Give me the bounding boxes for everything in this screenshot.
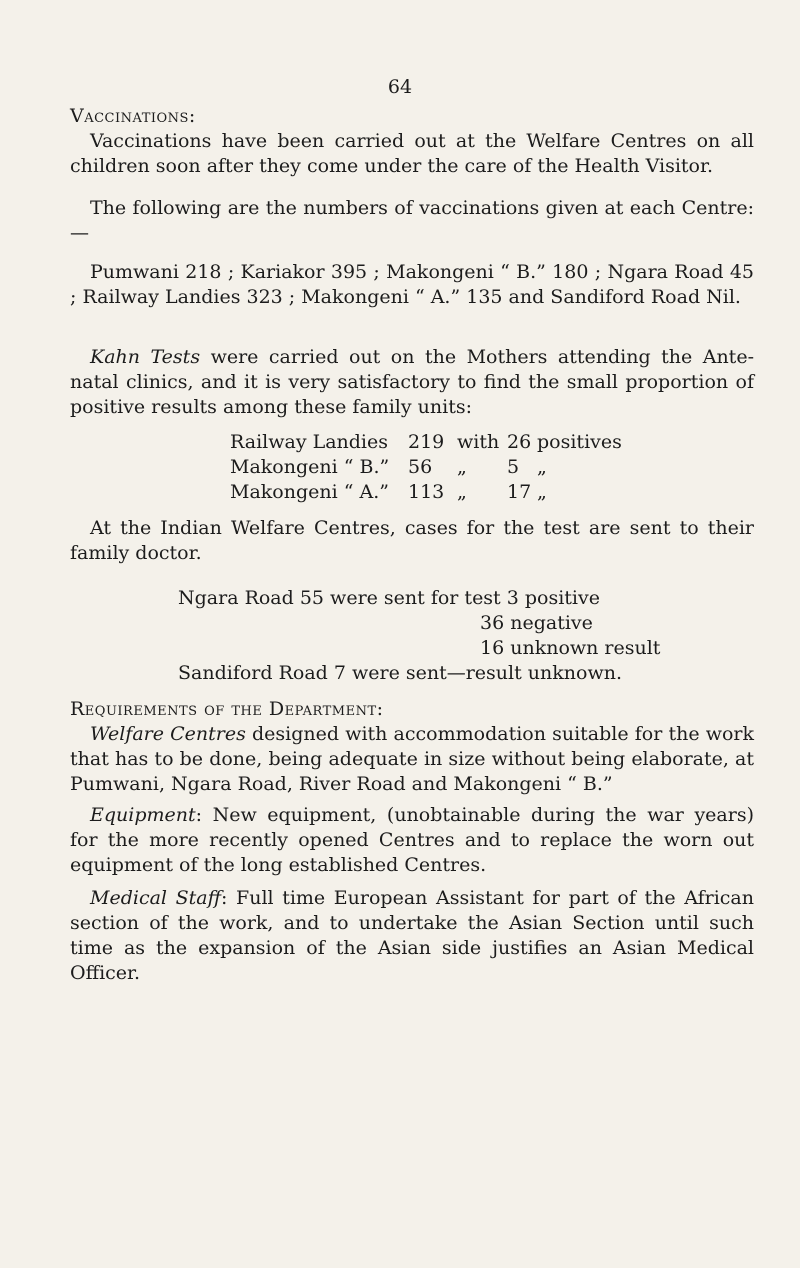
kahn-lead: Kahn Tests: [90, 346, 201, 368]
welfare-para: [70, 722, 754, 797]
staff-block: [70, 886, 754, 986]
ngara-unknown: 16 unknown result: [480, 637, 661, 659]
staff-lead: Medical Staff: [90, 887, 222, 909]
equipment-block: [70, 803, 754, 878]
vaccinations-heading: Vaccinations:: [70, 105, 196, 127]
vaccinations-list: [70, 260, 754, 310]
welfare-rest: designed with accommodation suitable for the work that has to be done, being adequate in size without being elaborate, at Pumwani, Ngara Road, River Road and Makongeni “ B.”: [70, 723, 755, 795]
vaccinations-para-3: Pumwani 218 ; Kariakor 395 ; Makongeni “ B.” 180 ; Ngara Road 45 ; Railway Landies 323 ; Makongeni “ A.” 135 and Sandiford Road Nil.: [70, 261, 754, 308]
welfare-lead: Welfare Centres: [90, 723, 246, 745]
sandiford-line: Sandiford Road 7 were sent—result unknown.: [178, 662, 622, 684]
kahn-with: „: [457, 481, 467, 503]
kahn-label: positives: [537, 431, 622, 453]
kahn-label: „: [537, 456, 547, 478]
kahn-positives: 17: [507, 481, 532, 503]
indian-para: At the Indian Welfare Centres, cases for the test are sent to their family doctor.: [70, 517, 754, 564]
requirements-section: [70, 697, 754, 797]
indian-centres: [70, 516, 754, 566]
kahn-with: with: [457, 431, 500, 453]
vaccinations-para-2: The following are the numbers of vaccinations given at each Centre:—: [70, 197, 754, 244]
vaccinations-counts: [70, 196, 754, 246]
kahn-para: [70, 345, 754, 420]
page-number: 64: [387, 76, 413, 98]
ngara-results: [178, 586, 660, 686]
vaccinations-para-1: Vaccinations have been carried out at the Welfare Centres on all children soon after they come under the care of the Health Visitor.: [70, 130, 754, 177]
table-row: [230, 480, 622, 505]
table-row: [230, 455, 622, 480]
staff-rest: : Full time European Assistant for part of the African section of the work, and to undertake the Asian Section until such time as the expansion of the Asian side justifies an Asian Medical Officer.: [70, 887, 754, 984]
ngara-negative: 36 negative: [480, 612, 593, 634]
table-row: [230, 430, 622, 455]
staff-para: [70, 886, 754, 986]
kahn-with: „: [457, 456, 467, 478]
kahn-count: 219: [408, 431, 445, 453]
kahn-place: Makongeni “ A.”: [230, 481, 389, 503]
vaccinations-section: [70, 104, 754, 179]
kahn-section: [70, 345, 754, 420]
kahn-place: Makongeni “ B.”: [230, 456, 390, 478]
equipment-rest: : New equipment, (unobtainable during the war years) for the more recently opened Centres and to replace the worn out equipment of the long established Centres.: [70, 804, 754, 876]
kahn-place: Railway Landies: [230, 431, 389, 453]
kahn-label: „: [537, 481, 547, 503]
kahn-results-table: [230, 430, 622, 505]
equipment-para: [70, 803, 754, 878]
equipment-lead: Equipment: [90, 804, 196, 826]
kahn-count: 113: [408, 481, 445, 503]
kahn-lead-rest: were carried out on the Mothers attending the Ante-natal clinics, and it is very satisfactory to find the small proportion of positive results among these family units:: [70, 346, 754, 418]
ngara-line: Ngara Road 55 were sent for test 3 positive: [178, 587, 600, 609]
kahn-positives: 26: [507, 431, 532, 453]
kahn-count: 56: [408, 456, 433, 478]
requirements-heading: Requirements of the Department:: [70, 698, 384, 720]
kahn-positives: 5: [507, 456, 520, 478]
